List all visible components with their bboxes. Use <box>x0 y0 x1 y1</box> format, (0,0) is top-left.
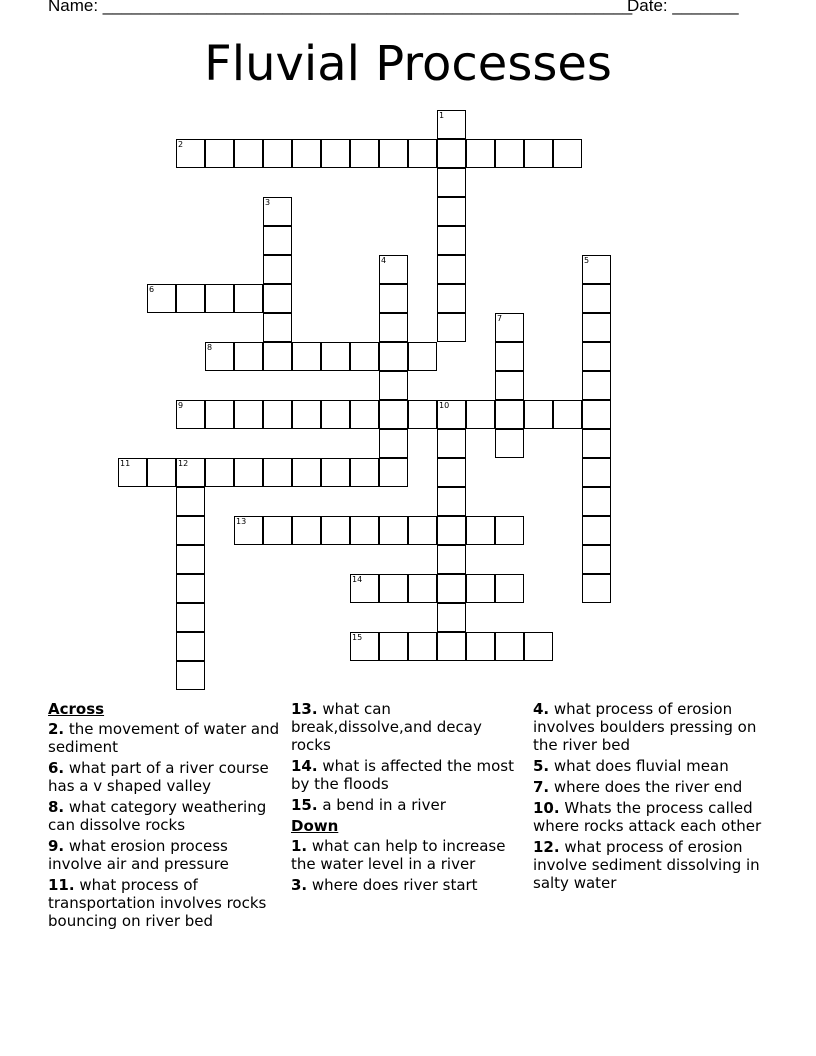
grid-cell[interactable] <box>466 574 495 603</box>
grid-cell[interactable] <box>582 342 611 371</box>
clue-text: what does fluvial mean <box>549 757 729 775</box>
clue-number: 13. <box>291 700 318 718</box>
grid-cell[interactable] <box>176 458 205 487</box>
grid-cell[interactable] <box>176 139 205 168</box>
grid-cell[interactable] <box>176 661 205 690</box>
grid-cell[interactable] <box>466 632 495 661</box>
grid-cell[interactable] <box>234 458 263 487</box>
grid-cell[interactable] <box>495 139 524 168</box>
grid-cell[interactable] <box>234 284 263 313</box>
grid-cell[interactable] <box>263 516 292 545</box>
grid-cell[interactable] <box>437 603 466 632</box>
clue-number: 4. <box>533 700 550 718</box>
grid-cell[interactable] <box>437 226 466 255</box>
grid-cell[interactable] <box>350 400 379 429</box>
grid-cell[interactable] <box>379 400 408 429</box>
grid-cell[interactable] <box>495 429 524 458</box>
grid-cell[interactable] <box>408 632 437 661</box>
grid-cell[interactable] <box>234 342 263 371</box>
clues-column-1 <box>48 700 284 933</box>
grid-cell[interactable] <box>321 139 350 168</box>
grid-cell[interactable] <box>205 400 234 429</box>
grid-cell[interactable] <box>350 139 379 168</box>
grid-cell[interactable] <box>292 458 321 487</box>
grid-cell[interactable] <box>524 632 553 661</box>
cell-number: 8 <box>207 343 213 352</box>
grid-cell[interactable] <box>234 516 263 545</box>
grid-cell[interactable] <box>176 603 205 632</box>
cell-number: 5 <box>584 256 590 265</box>
clue-number: 7. <box>533 778 550 796</box>
clue-down-7 <box>533 778 773 796</box>
cell-number: 14 <box>352 575 363 584</box>
grid-cell[interactable] <box>495 371 524 400</box>
name-field[interactable]: Name: ________________________________________________________ <box>48 0 633 15</box>
grid-cell[interactable] <box>379 139 408 168</box>
grid-cell[interactable] <box>350 516 379 545</box>
grid-cell[interactable] <box>176 574 205 603</box>
grid-cell[interactable] <box>263 284 292 313</box>
cell-number: 3 <box>265 198 271 207</box>
grid-cell[interactable] <box>553 400 582 429</box>
grid-cell[interactable] <box>379 632 408 661</box>
grid-cell[interactable] <box>495 516 524 545</box>
clue-down-10 <box>533 799 773 835</box>
grid-cell[interactable] <box>292 516 321 545</box>
grid-cell[interactable] <box>321 400 350 429</box>
clue-text: what category weathering can dissolve rocks <box>48 798 267 834</box>
grid-cell[interactable] <box>582 429 611 458</box>
grid-cell[interactable] <box>408 342 437 371</box>
clue-number: 2. <box>48 720 65 738</box>
grid-cell[interactable] <box>321 458 350 487</box>
clue-text: what erosion process involve air and pressure <box>48 837 229 873</box>
clue-text: where does river start <box>307 876 478 894</box>
grid-cell[interactable] <box>292 139 321 168</box>
grid-cell[interactable] <box>495 574 524 603</box>
grid-cell[interactable] <box>176 545 205 574</box>
page-title: Fluvial Processes <box>204 36 612 92</box>
cell-number: 4 <box>381 256 387 265</box>
grid-cell[interactable] <box>437 168 466 197</box>
grid-cell[interactable] <box>582 371 611 400</box>
clue-number: 6. <box>48 759 65 777</box>
clue-across-13 <box>291 700 521 754</box>
grid-cell[interactable] <box>147 284 176 313</box>
clue-number: 10. <box>533 799 560 817</box>
grid-cell[interactable] <box>582 255 611 284</box>
cell-number: 13 <box>236 517 247 526</box>
grid-cell[interactable] <box>582 545 611 574</box>
grid-cell[interactable] <box>234 139 263 168</box>
clue-number: 15. <box>291 796 318 814</box>
clue-text: the movement of water and sediment <box>48 720 280 756</box>
down-heading: Down <box>291 817 339 835</box>
grid-cell[interactable] <box>379 371 408 400</box>
clue-text: what can help to increase the water level in a river <box>291 837 506 873</box>
cell-number: 7 <box>497 314 503 323</box>
grid-cell[interactable] <box>437 139 466 168</box>
grid-cell[interactable] <box>350 574 379 603</box>
clue-number: 14. <box>291 757 318 775</box>
grid-cell[interactable] <box>466 516 495 545</box>
grid-cell[interactable] <box>582 400 611 429</box>
grid-cell[interactable] <box>379 429 408 458</box>
cell-number: 9 <box>178 401 184 410</box>
grid-cell[interactable] <box>292 400 321 429</box>
clue-text: a bend in a river <box>317 796 446 814</box>
grid-cell[interactable] <box>263 400 292 429</box>
grid-cell[interactable] <box>437 197 466 226</box>
grid-cell[interactable] <box>437 429 466 458</box>
grid-cell[interactable] <box>321 342 350 371</box>
clue-across-15 <box>291 796 521 814</box>
grid-cell[interactable] <box>118 458 147 487</box>
date-field[interactable]: Date: _______ <box>627 0 739 15</box>
grid-cell[interactable] <box>437 400 466 429</box>
grid-cell[interactable] <box>379 342 408 371</box>
clue-down-12 <box>533 838 773 892</box>
grid-cell[interactable] <box>205 458 234 487</box>
grid-cell[interactable] <box>350 632 379 661</box>
grid-cell[interactable] <box>176 516 205 545</box>
grid-cell[interactable] <box>408 139 437 168</box>
grid-cell[interactable] <box>350 458 379 487</box>
clue-down-5 <box>533 757 773 775</box>
grid-cell[interactable] <box>553 139 582 168</box>
clue-text: what part of a river course has a v shaped valley <box>48 759 269 795</box>
grid-cell[interactable] <box>263 255 292 284</box>
clues-column-3 <box>533 700 773 895</box>
grid-cell[interactable] <box>147 458 176 487</box>
grid-cell[interactable] <box>379 516 408 545</box>
clue-down-4 <box>533 700 773 754</box>
grid-cell[interactable] <box>379 284 408 313</box>
cell-number: 2 <box>178 140 184 149</box>
grid-cell[interactable] <box>466 400 495 429</box>
grid-cell[interactable] <box>408 400 437 429</box>
clue-text: what is affected the most by the floods <box>291 757 514 793</box>
grid-cell[interactable] <box>205 284 234 313</box>
grid-cell[interactable] <box>437 110 466 139</box>
cell-number: 10 <box>439 401 450 410</box>
clue-text: what process of erosion involves boulders pressing on the river bed <box>533 700 757 754</box>
grid-cell[interactable] <box>263 458 292 487</box>
grid-cell[interactable] <box>379 313 408 342</box>
clues-column-2 <box>291 700 521 897</box>
grid-cell[interactable] <box>321 516 350 545</box>
grid-cell[interactable] <box>524 400 553 429</box>
grid-cell[interactable] <box>437 574 466 603</box>
clue-across-8 <box>48 798 284 834</box>
grid-cell[interactable] <box>582 458 611 487</box>
grid-cell[interactable] <box>437 516 466 545</box>
grid-cell[interactable] <box>408 516 437 545</box>
grid-cell[interactable] <box>379 574 408 603</box>
clue-across-14 <box>291 757 521 793</box>
grid-cell[interactable] <box>205 139 234 168</box>
grid-cell[interactable] <box>263 342 292 371</box>
clue-across-2 <box>48 720 284 756</box>
grid-cell[interactable] <box>495 342 524 371</box>
grid-cell[interactable] <box>495 313 524 342</box>
grid-cell[interactable] <box>582 284 611 313</box>
clue-across-6 <box>48 759 284 795</box>
cell-number: 12 <box>178 459 189 468</box>
grid-cell[interactable] <box>379 458 408 487</box>
grid-cell[interactable] <box>466 139 495 168</box>
clue-down-1 <box>291 837 521 873</box>
clue-number: 11. <box>48 876 75 894</box>
clue-text: what process of erosion involve sediment dissolving in salty water <box>533 838 760 892</box>
clue-number: 9. <box>48 837 65 855</box>
grid-cell[interactable] <box>437 313 466 342</box>
clue-down-3 <box>291 876 521 894</box>
grid-cell[interactable] <box>350 342 379 371</box>
grid-cell[interactable] <box>582 487 611 516</box>
cell-number: 11 <box>120 459 131 468</box>
grid-cell[interactable] <box>263 197 292 226</box>
grid-cell[interactable] <box>437 255 466 284</box>
clue-number: 5. <box>533 757 550 775</box>
clue-across-9 <box>48 837 284 873</box>
clue-text: what can break,dissolve,and decay rocks <box>291 700 482 754</box>
cell-number: 1 <box>439 111 445 120</box>
across-heading: Across <box>48 700 105 718</box>
grid-cell[interactable] <box>524 139 553 168</box>
grid-cell[interactable] <box>176 400 205 429</box>
grid-cell[interactable] <box>495 632 524 661</box>
clue-number: 3. <box>291 876 308 894</box>
clue-number: 8. <box>48 798 65 816</box>
grid-cell[interactable] <box>437 487 466 516</box>
grid-cell[interactable] <box>437 632 466 661</box>
grid-cell[interactable] <box>582 574 611 603</box>
cell-number: 6 <box>149 285 155 294</box>
grid-cell[interactable] <box>176 632 205 661</box>
grid-cell[interactable] <box>379 255 408 284</box>
clue-number: 1. <box>291 837 308 855</box>
grid-cell[interactable] <box>292 342 321 371</box>
grid-cell[interactable] <box>263 226 292 255</box>
clue-text: Whats the process called where rocks attack each other <box>533 799 762 835</box>
grid-cell[interactable] <box>582 516 611 545</box>
grid-cell[interactable] <box>176 487 205 516</box>
grid-cell[interactable] <box>437 284 466 313</box>
clue-text: what process of transportation involves rocks bouncing on river bed <box>48 876 267 930</box>
cell-number: 15 <box>352 633 363 642</box>
clue-across-11 <box>48 876 284 930</box>
grid-cell[interactable] <box>495 400 524 429</box>
clue-number: 12. <box>533 838 560 856</box>
grid-cell[interactable] <box>408 574 437 603</box>
grid-cell[interactable] <box>263 313 292 342</box>
grid-cell[interactable] <box>205 342 234 371</box>
grid-cell[interactable] <box>176 284 205 313</box>
grid-cell[interactable] <box>437 545 466 574</box>
grid-cell[interactable] <box>234 400 263 429</box>
grid-cell[interactable] <box>582 313 611 342</box>
clue-text: where does the river end <box>549 778 743 796</box>
grid-cell[interactable] <box>437 458 466 487</box>
grid-cell[interactable] <box>263 139 292 168</box>
